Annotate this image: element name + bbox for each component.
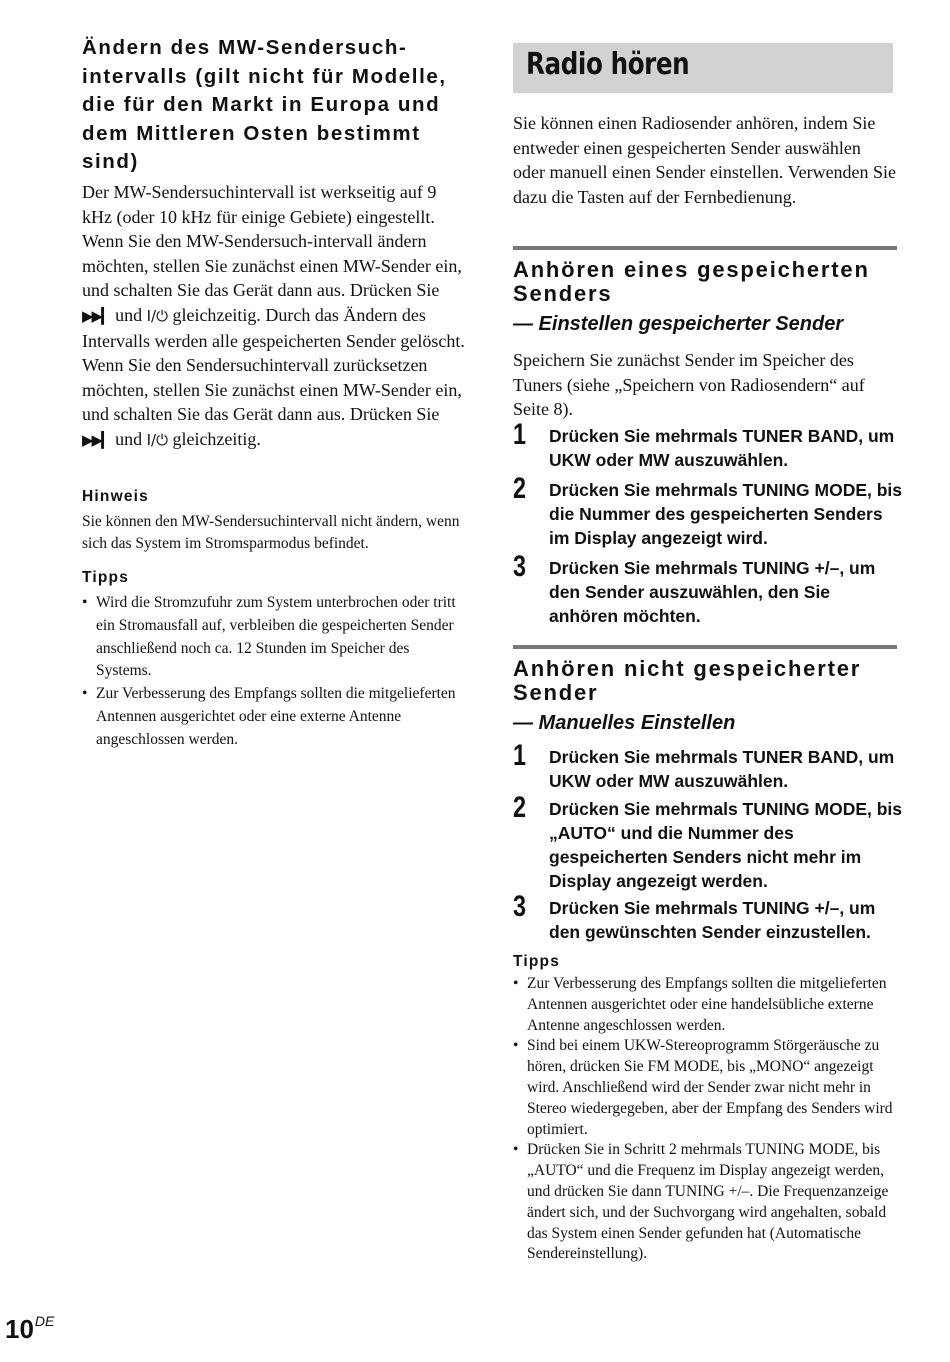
list-item: • Zur Verbesserung des Empfangs sollten die mitgelieferten Antennen ausgerichtet oder eine externe Antenne angeschlossen werden. [82,683,466,751]
step-text: Drücken Sie mehrmals TUNING +/–, um den gewünschten Sender einzustellen. [549,898,876,942]
list-item: • Wird die Stromzufuhr zum System unterbrochen oder tritt ein Stromausfall auf, verbleiben die gespeicherten Sender anschließend noch ca. 12 Stunden im Speicher des Systems. [82,592,466,683]
power-icon: I/⏻ [146,306,168,325]
paragraph-text-4: und [115,428,143,449]
tipps-label: Tipps [82,569,130,586]
paragraph-text-5: gleichzeitig. [172,428,261,449]
step-number: 2 [513,791,527,824]
step-number: 2 [513,472,527,505]
step-number: 1 [513,739,527,772]
section-heading-mw-interval: Ändern des MW-Sendersuch-intervalls (gilt nicht für Modelle, die für den Markt in Europa und dem Mittleren Osten bestimmt sind) [82,36,447,173]
tipps-label: Tipps [513,953,561,970]
step-text: Drücken Sie mehrmals TUNING +/–, um den Sender auszuwählen, den Sie anhören möchten. [549,558,876,626]
page-number-suffix: DE [34,1313,55,1329]
section-subtitle-stored: — Einstellen gespeicherter Sender [513,313,844,335]
step-number: 3 [513,550,527,583]
step-number: 3 [513,890,527,923]
tipps-list [82,592,466,752]
section-divider [513,246,897,250]
power-icon: I/⏻ [146,430,168,449]
mw-interval-paragraph [82,180,466,453]
section-intro: Speichern Sie zunächst Sender im Speicher des Tuners (siehe „Speichern von Radiosendern“ auf Seite 8). [513,350,865,420]
list-item: • Sind bei einem UKW-Stereoprogramm Störgeräusche zu hören, drücken Sie FM MODE, bis „MONO“ angezeigt wird. Anschließend wird der Sender zwar nicht mehr in Stereo wiedergegeben, aber der Empfang des Senders wird optimiert. [513,1036,897,1140]
list-item: • Drücken Sie in Schritt 2 mehrmals TUNING MODE, bis „AUTO“ und die Frequenz im Display angezeigt werden, und drücken Sie dann TUNING +/–. Die Frequenzanzeige ändert sich, und der Suchvorgang wird angehalten, sobald das System einen Sender gefunden hat (Automatische Sendereinstellung). [513,1140,897,1265]
paragraph-text-1: Der MW-Sendersuchintervall ist werkseitig auf 9 kHz (oder 10 kHz für einige Gebiete) eingestellt. Wenn Sie den MW-Sendersuch-intervall ändern möchten, stellen Sie zunächst einen MW-Sender ein, und schalten Sie das Gerät dann aus. Drücken Sie [82,182,462,301]
paragraph-text-3: gleichzeitig. Durch das Ändern des Intervalls werden alle gespeicherten Sender gelöscht. Wenn Sie den Sendersuchintervall zurücksetzen möchten, stellen Sie zunächst einen MW-Sender ein, und schalten Sie das Gerät dann aus. Drücken Sie [82,304,465,425]
list-item: • Zur Verbesserung des Empfangs sollten die mitgelieferten Antennen ausgerichtet oder eine handelsübliche externe Antenne angeschlossen werden. [513,974,897,1036]
paragraph-text-2: und [115,304,143,325]
section-subtitle-manual: — Manuelles Einstellen [513,712,736,734]
next-track-icon: ▶▶▎ [82,306,111,325]
hinweis-label: Hinweis [82,488,149,505]
step-text: Drücken Sie mehrmals TUNING MODE, bis die Nummer des gespeicherten Senders im Display angezeigt wird. [549,480,903,548]
intro-paragraph: Sie können einen Radiosender anhören, indem Sie entweder einen gespeicherten Sender auswählen oder manuell einen Sender einstellen. Verwenden Sie dazu die Tasten auf der Fernbedienung. [513,113,897,207]
section-title-manual: Anhören nicht gespeicherter Sender [513,656,862,705]
next-track-icon: ▶▶▎ [82,430,111,449]
step-text: Drücken Sie mehrmals TUNING MODE, bis „AUTO“ und die Nummer des gespeicherten Senders nicht mehr im Display angezeigt werden. [549,799,903,891]
page-title-bar [513,43,893,93]
page-number [5,1313,54,1345]
tipps-list [513,974,897,1265]
step-text: Drücken Sie mehrmals TUNER BAND, um UKW oder MW auszuwählen. [549,426,895,470]
step-text: Drücken Sie mehrmals TUNER BAND, um UKW oder MW auszuwählen. [549,747,895,791]
section-title-stored: Anhören eines gespeicherten Senders [513,257,870,306]
page-title: Radio hören [526,47,690,82]
section-divider [513,645,897,649]
page-number-value: 10 [5,1314,34,1344]
step-number: 1 [513,418,527,451]
hinweis-text: Sie können den MW-Sendersuchintervall nicht ändern, wenn sich das System im Stromsparmodus befindet. [82,513,460,552]
